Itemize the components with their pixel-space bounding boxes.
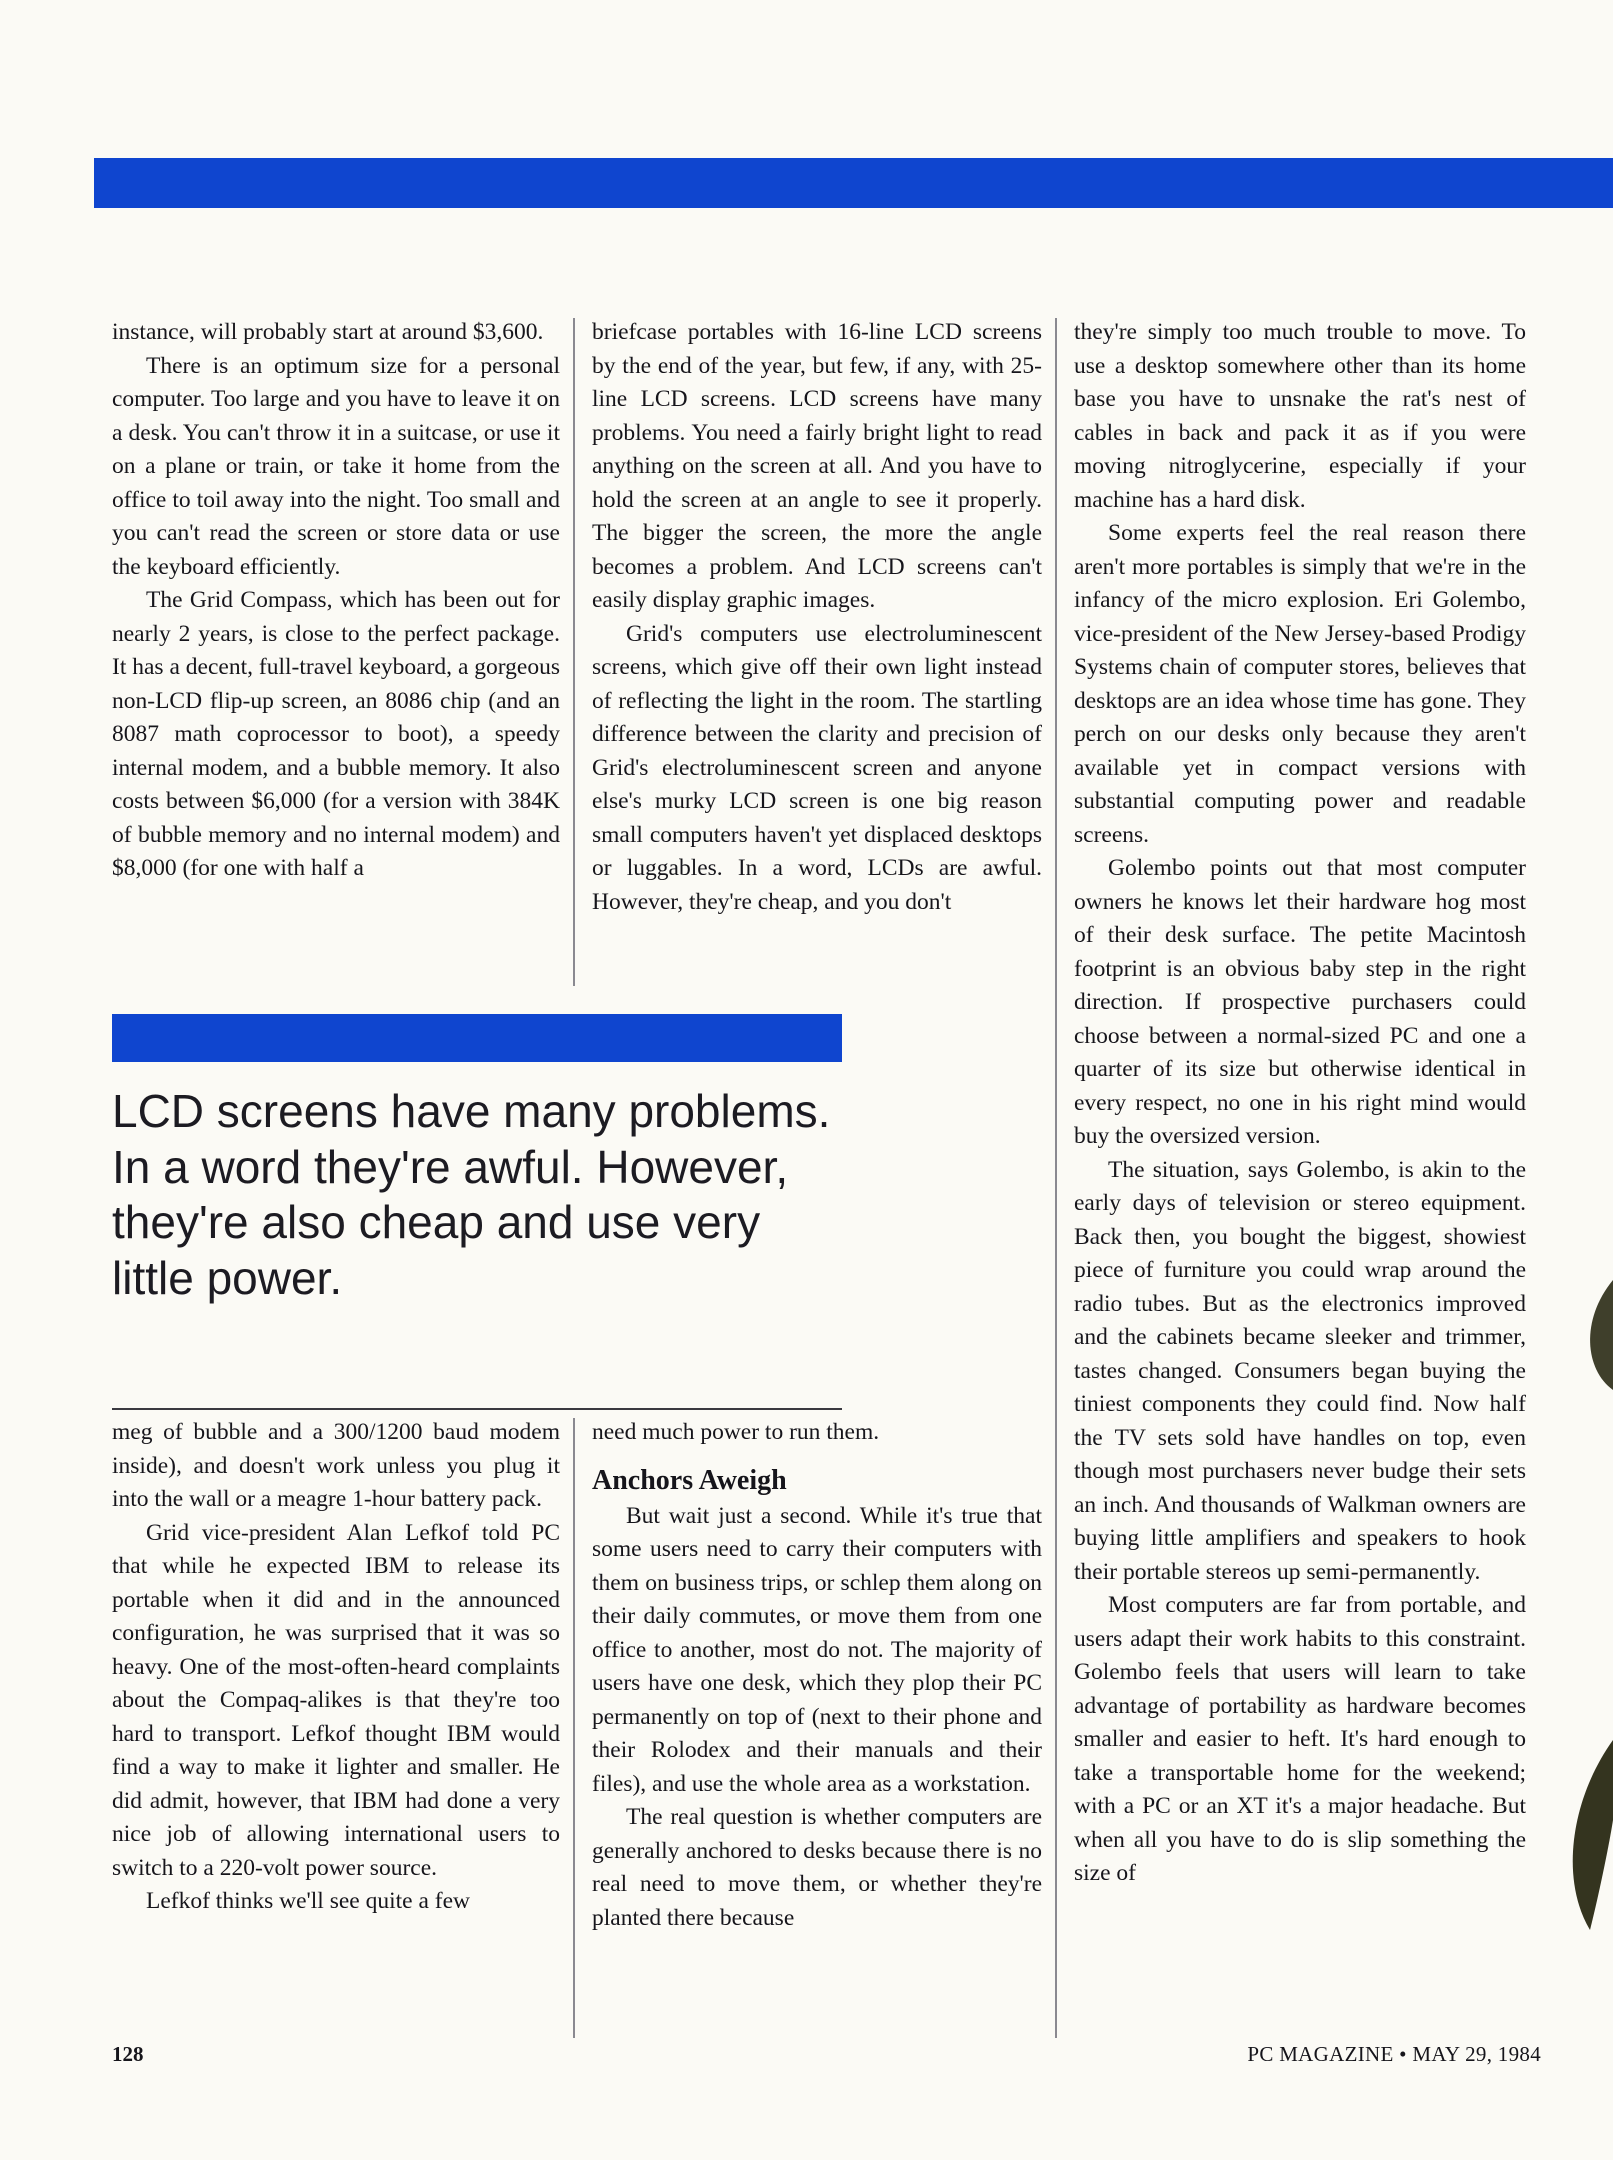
- paragraph: Grid's computers use electroluminescent screens, which give off their own light instead of reflecting the light in the room. The startling difference between the clarity and precision of Grid's electroluminescent screen and anyone else's murky LCD screen is one big reason small computers haven't yet displaced desktops or luggables. In a word, LCDs are awful. However, they're cheap, and you don't: [592, 620, 1042, 915]
- paragraph: they're simply too much trouble to move. To use a desktop somewhere other than its home base you have to unsnake the rat's nest of cables in back and pack it as if you were moving nitroglycerine, especially if your machine has a hard disk.: [1074, 319, 1526, 513]
- section-subhead: Anchors Aweigh: [592, 1464, 787, 1496]
- paragraph: Some experts feel the real reason there aren't more portables is simply that we're in the infancy of the micro explosion. Eri Golembo, vice-president of the New Jersey-based Prodigy Systems chain of computer stores, believes that desktops are an idea whose time has gone. They perch on our desks only because they aren't available yet in compact versions with substantial computing power and readable screens.: [1074, 520, 1526, 848]
- leaf-decoration: [1540, 1240, 1613, 2040]
- paragraph: But wait just a second. While it's true that some users need to carry their computers with them on business trips, or schlep them along on their daily commutes, or move them from one office to another, most do not. The majority of users have one desk, which they plop their PC permanently on top of (next to their phone and their Rolodex and their manuals and their files), and use the whole area as a workstation.: [592, 1502, 1042, 1797]
- paragraph: Grid vice-president Alan Lefkof told PC that while he expected IBM to release its portable when it did and in the announced configuration, he was surprised that it was so heavy. One of the most-often-heard complaints about the Compaq-alikes is that they're too hard to transport. Lefkof thought IBM would find a way to make it lighter and smaller. He did admit, however, that IBM had done a very nice job of allowing international users to switch to a 220-volt power source.: [112, 1519, 560, 1881]
- leaf-shape: [1590, 1280, 1613, 1390]
- paragraph: There is an optimum size for a personal computer. Too large and you have to leave it on a desk. You can't throw it in a suitcase, or use it on a plane or train, or take it home from the office to toil away into the night. Too small and you can't read the screen or store data or use the keyboard efficiently.: [112, 352, 560, 580]
- column-3: [1074, 316, 1526, 1891]
- paragraph: The real question is whether computers are generally anchored to desks because there is no real need to move them, or whether they're planted there because: [592, 1804, 1042, 1931]
- column-2-bottom: [592, 1416, 1042, 1935]
- column-divider: [573, 318, 575, 986]
- column-2-top: [592, 316, 1042, 919]
- paragraph: The Grid Compass, which has been out for nearly 2 years, is close to the perfect package. It has a decent, full-travel keyboard, a gorgeous non-LCD flip-up screen, an 8086 chip (and an 8087 math coprocessor to boot), a speedy internal modem, and a bubble memory. It also costs between $6,000 (for a version with 384K of bubble memory and no internal modem) and $8,000 (for one with half a: [112, 587, 560, 881]
- publication-footer: PC MAGAZINE • MAY 29, 1984: [1247, 2042, 1541, 2066]
- column-divider: [573, 1418, 575, 2038]
- paragraph: Golembo points out that most computer owners he knows let their hardware hog most of their desk surface. The petite Macintosh footprint is an obvious baby step in the right direction. If prospective purchasers could choose between a normal-sized PC and one a quarter of its size but otherwise identical in every respect, no one in his right mind would buy the oversized version.: [1074, 855, 1526, 1149]
- paragraph: need much power to run them.: [592, 1419, 880, 1445]
- pull-quote-rule: [112, 1408, 842, 1410]
- paragraph: briefcase portables with 16-line LCD screens by the end of the year, but few, if any, with 25-line LCD screens. LCD screens have many problems. You need a fairly bright light to read anything on the screen at all. And you have to hold the screen at an angle to see it properly. The bigger the screen, the more the angle becomes a problem. And LCD screens can't easily display graphic images.: [592, 319, 1042, 613]
- pull-quote-color-band: [112, 1014, 842, 1062]
- paragraph: Most computers are far from portable, and users adapt their work habits to this constraint. Golembo feels that users will learn to take advantage of portability as hardware becomes smaller and easier to heft. It's hard enough to take a transportable home for the weekend; with a PC or an XT it's a major headache. But when all you have to do is slip something the size of: [1074, 1592, 1526, 1886]
- paragraph: meg of bubble and a 300/1200 baud modem inside), and doesn't work unless you plug it into the wall or a meagre 1-hour battery pack.: [112, 1419, 560, 1512]
- header-color-band: [94, 158, 1613, 208]
- pull-quote: LCD screens have many problems. In a word they're awful. However, they're also cheap and use very little power.: [112, 1085, 831, 1304]
- paragraph: The situation, says Golembo, is akin to the early days of television or stereo equipment. Back then, you bought the biggest, showiest piece of furniture you could wrap around the radio tubes. But as the electronics improved and the cabinets became sleeker and trimmer, tastes changed. Consumers began buying the tiniest components they could find. Now half the TV sets sold have handles on top, even though most purchasers never budge their sets an inch. And thousands of Walkman owners are buying little amplifiers and speakers to hook their portable stereos up semi-permanently.: [1074, 1156, 1526, 1585]
- paragraph: instance, will probably start at around $3,600.: [112, 319, 544, 345]
- column-1-top: [112, 316, 560, 886]
- leaf-shape: [1573, 1740, 1613, 1930]
- column-divider: [1055, 318, 1057, 2038]
- paragraph: Lefkof thinks we'll see quite a few: [146, 1888, 470, 1914]
- page-number: 128: [112, 2042, 144, 2066]
- column-1-bottom: [112, 1416, 560, 1919]
